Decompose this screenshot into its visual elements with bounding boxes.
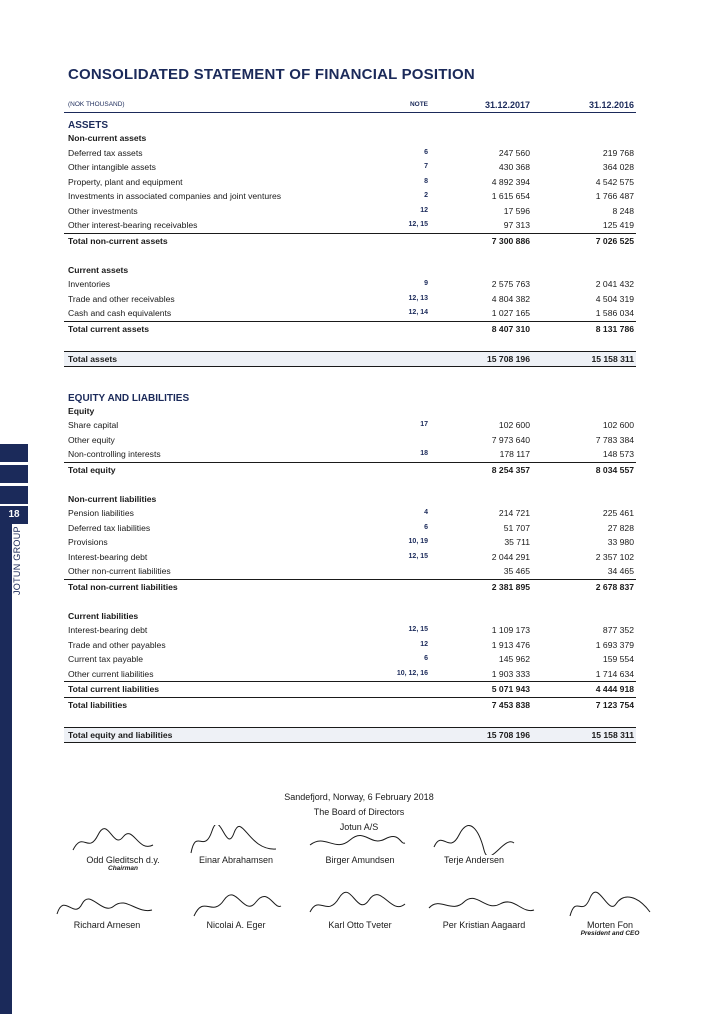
row-note: 4 [424, 509, 428, 516]
row-label: Deferred tax liabilities [68, 522, 151, 533]
table-row [64, 535, 636, 550]
signature-icon [68, 825, 178, 855]
row-note: 7 [424, 163, 428, 170]
signatory-name: Terje Andersen [443, 855, 505, 865]
signatory [305, 890, 415, 930]
table-row [64, 638, 636, 653]
value-2016: 1 766 487 [595, 191, 634, 201]
signatory-name: Karl Otto Tveter [328, 920, 392, 930]
row-label: Pension liabilities [68, 508, 134, 518]
value-2017: 214 721 [498, 508, 530, 518]
value-2017: 17 596 [503, 205, 530, 216]
row-label: Non-controlling interests [68, 449, 161, 459]
unit-label: (NOK THOUSAND) [68, 101, 125, 108]
sidebar [0, 0, 28, 1014]
value-2016: 2 357 102 [595, 551, 634, 562]
signatory-name: Richard Arnesen [73, 920, 141, 930]
table-row [64, 160, 636, 175]
value-2016: 219 768 [602, 147, 634, 158]
value-2016: 1 714 634 [595, 668, 634, 679]
value-2016: 102 600 [602, 420, 634, 430]
value-2017: 97 313 [503, 220, 530, 230]
value-2017: 430 368 [498, 162, 530, 172]
sidebar-label: JOTUN GROUP [12, 526, 22, 595]
value-2016: 2 041 432 [595, 279, 634, 289]
value-2017: 35 465 [503, 566, 530, 576]
signatory [424, 890, 544, 930]
row-label: Investments in associated companies and joint ventures [68, 191, 282, 201]
total-row: Total current assets 8 407 310 8 131 786 [64, 321, 636, 337]
row-label: Interest-bearing debt [68, 551, 148, 562]
table-row [64, 306, 636, 321]
row-note: 12, 15 [408, 626, 428, 633]
table-row [64, 175, 636, 190]
table-row [64, 521, 636, 536]
value-2017: 1 913 476 [491, 639, 530, 650]
value-2016: 34 465 [607, 566, 634, 576]
row-label: Other investments [68, 205, 138, 216]
row-note: 10, 12, 16 [396, 669, 428, 677]
signatory-name: Odd Gleditsch d.y. [86, 855, 160, 865]
value-2016: 1 586 034 [595, 308, 634, 318]
table-row [64, 652, 636, 667]
value-2016: 148 573 [602, 449, 634, 459]
signatory [424, 825, 524, 865]
signatory [52, 890, 162, 930]
signatory [305, 825, 415, 865]
value-2016: 877 352 [602, 625, 634, 635]
row-note: 6 [424, 148, 428, 156]
row-label: Share capital [68, 420, 119, 430]
value-2016: 1 693 379 [595, 639, 634, 650]
row-label: Other equity [68, 434, 115, 445]
subsection-title: Non-current liabilities [68, 493, 157, 504]
signatory-name: Nicolai A. Eger [206, 920, 266, 930]
signature-icon [186, 825, 286, 855]
row-note: 17 [420, 421, 428, 428]
col-2017-header: 31.12.2017 [484, 100, 530, 110]
table-row [64, 623, 636, 638]
value-2016: 159 554 [602, 654, 634, 664]
section-title-equity-liabilities: EQUITY AND LIABILITIES [68, 392, 190, 404]
financial-statement [64, 98, 636, 743]
row-note: 12, 13 [408, 294, 428, 302]
signature-icon [305, 825, 415, 855]
signatory-name: Morten Fon [586, 920, 634, 930]
table-row [64, 292, 636, 307]
table-row [64, 418, 636, 433]
value-2017: 1 109 173 [491, 625, 530, 635]
board-label: The Board of Directors [313, 807, 405, 817]
signature-icon [424, 890, 544, 920]
signatory [560, 890, 660, 937]
value-2016: 4 504 319 [595, 293, 634, 304]
value-2017: 35 711 [504, 537, 530, 547]
row-label: Provisions [68, 537, 108, 547]
signatory-name: Birger Amundsen [325, 855, 395, 865]
sidebar-block [0, 486, 28, 504]
section-title-assets: ASSETS [68, 120, 109, 131]
signature-icon [52, 890, 162, 920]
row-label: Trade and other receivables [68, 293, 175, 304]
signature-icon [560, 890, 660, 920]
signatory-name: Per Kristian Aagaard [442, 920, 526, 930]
sidebar-bar [0, 524, 12, 1014]
table-row [64, 277, 636, 292]
subsection-title: Equity [68, 405, 95, 416]
value-2017: 1 903 333 [491, 668, 530, 679]
table-row [64, 189, 636, 204]
table-row [64, 667, 636, 682]
signature-icon [305, 890, 415, 920]
signatory-role: Chairman [108, 865, 138, 872]
table-row [64, 550, 636, 565]
value-2016: 8 248 [612, 205, 634, 216]
subsection-title: Current assets [68, 264, 129, 275]
row-note: 18 [420, 450, 428, 457]
row-note: 10, 19 [408, 538, 428, 545]
total-row: Total non-current liabilities 2 381 895 2 678 837 [64, 579, 636, 595]
company-name: Jotun A/S [339, 822, 379, 832]
value-2017: 247 560 [498, 147, 530, 158]
signatory-role: President and CEO [580, 930, 640, 937]
signatory [186, 825, 286, 865]
value-2017: 7 973 640 [491, 434, 530, 445]
row-label: Trade and other payables [68, 639, 166, 650]
value-2017: 178 117 [499, 449, 530, 459]
signatory-name: Einar Abrahamsen [198, 855, 274, 865]
value-2017: 1 027 165 [491, 308, 530, 318]
grand-total-row: Total equity and liabilities 15 708 196 15 158 311 [64, 727, 636, 744]
signatory [186, 890, 286, 930]
subsection-title: Current liabilities [68, 610, 139, 621]
row-note: 12, 15 [408, 552, 428, 560]
value-2017: 2 044 291 [491, 551, 530, 562]
row-note: 12, 14 [408, 309, 428, 316]
total-row: Total liabilities 7 453 838 7 123 754 [64, 697, 636, 713]
value-2017: 4 892 394 [491, 176, 530, 187]
value-2016: 225 461 [602, 508, 634, 518]
value-2016: 125 419 [602, 220, 634, 230]
total-row: Total equity 8 254 357 8 034 557 [64, 462, 636, 478]
row-label: Deferred tax assets [68, 147, 143, 158]
grand-total-row: Total assets 15 708 196 15 158 311 [64, 351, 636, 368]
signature-icon [186, 890, 286, 920]
row-note: 12 [420, 640, 428, 648]
row-label: Other interest-bearing receivables [68, 220, 198, 230]
value-2017: 2 575 763 [491, 279, 530, 289]
total-row: Total current liabilities 5 071 943 4 444 918 [64, 681, 636, 697]
value-2016: 27 828 [607, 522, 634, 533]
value-2017: 51 707 [503, 522, 530, 533]
row-label: Interest-bearing debt [68, 625, 148, 635]
row-note: 6 [424, 523, 428, 531]
row-label: Cash and cash equivalents [68, 308, 172, 318]
row-label: Inventories [68, 279, 111, 289]
signature-icon [424, 825, 524, 855]
table-row [64, 433, 636, 448]
row-label: Other current liabilities [68, 668, 154, 679]
row-label: Current tax payable [68, 654, 143, 664]
row-label: Property, plant and equipment [68, 176, 183, 187]
table-row [64, 564, 636, 579]
signatory [68, 825, 178, 872]
value-2017: 1 615 654 [491, 191, 530, 201]
row-note: 6 [424, 655, 428, 662]
value-2016: 33 980 [607, 537, 634, 547]
note-header: NOTE [409, 101, 428, 108]
total-row: Total non-current assets 7 300 886 7 026 525 [64, 233, 636, 249]
col-2016-header: 31.12.2016 [588, 100, 634, 110]
table-row [64, 506, 636, 521]
sidebar-block [0, 444, 28, 462]
table-row [64, 204, 636, 219]
value-2017: 4 804 382 [491, 293, 530, 304]
table-row [64, 447, 636, 462]
table-row [64, 218, 636, 233]
page-number: 18 [0, 506, 28, 524]
value-2016: 364 028 [602, 162, 634, 172]
row-label: Other intangible assets [68, 162, 156, 172]
row-note: 8 [424, 177, 428, 185]
value-2017: 145 962 [498, 654, 530, 664]
value-2017: 102 600 [498, 420, 530, 430]
row-note: 9 [424, 280, 428, 287]
sidebar-block [0, 465, 28, 483]
place-date: Sandefjord, Norway, 6 February 2018 [284, 792, 434, 802]
page-title: CONSOLIDATED STATEMENT OF FINANCIAL POSITION [68, 66, 475, 83]
row-note: 2 [424, 192, 428, 199]
table-header [64, 98, 636, 113]
row-note: 12 [420, 206, 428, 214]
value-2016: 4 542 575 [595, 176, 634, 187]
row-note: 12, 15 [408, 221, 428, 228]
table-row [64, 146, 636, 161]
subsection-title: Non-current assets [68, 133, 147, 143]
value-2016: 7 783 384 [595, 434, 634, 445]
row-label: Other non-current liabilities [68, 566, 171, 576]
